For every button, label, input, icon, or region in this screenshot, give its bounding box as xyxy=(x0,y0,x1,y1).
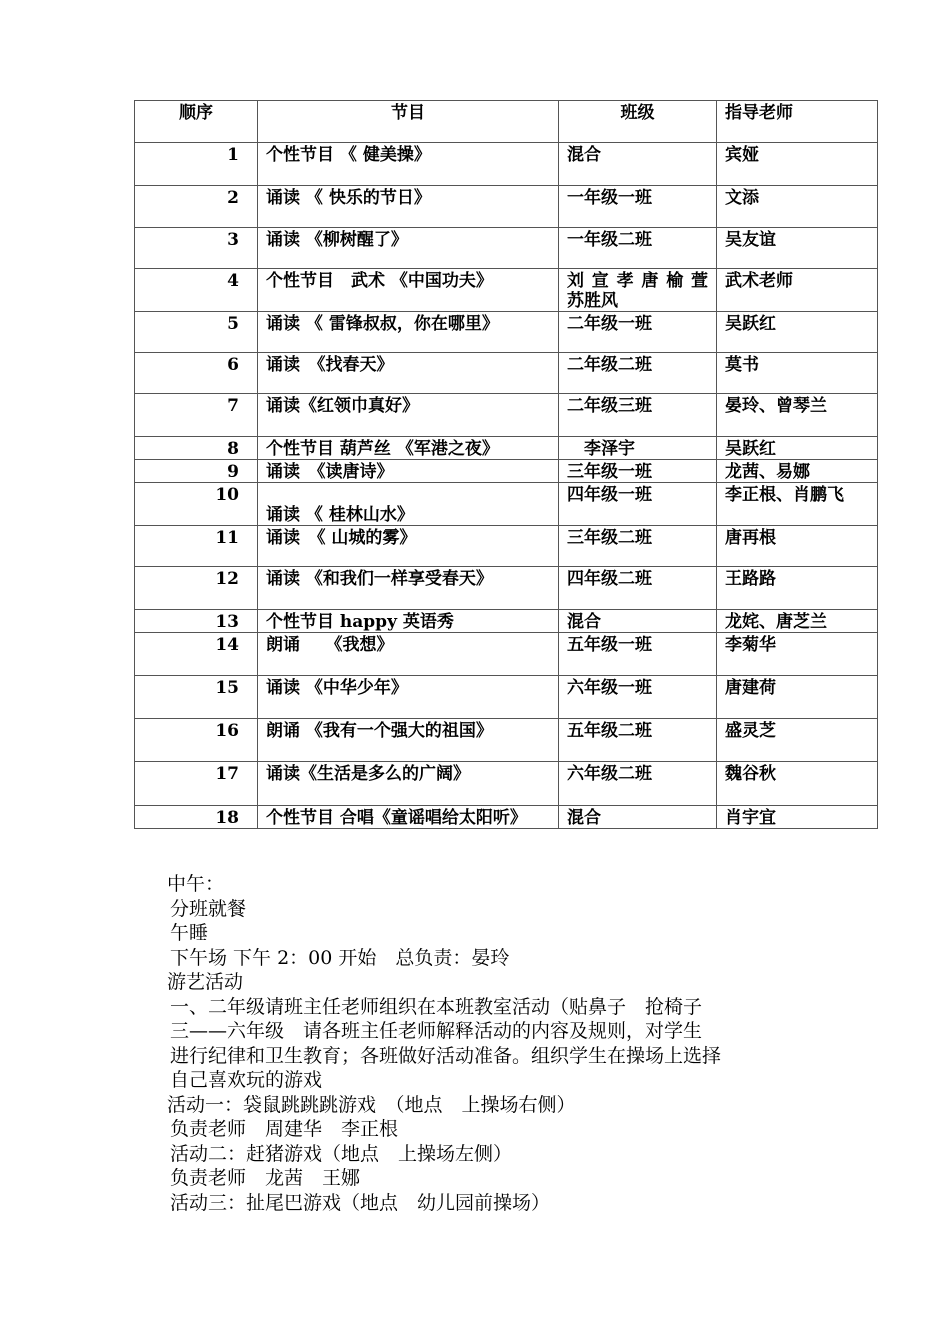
order-cell: 5 xyxy=(135,312,258,353)
note-line: 三——六年级 请各班主任老师解释活动的内容及规则，对学生 xyxy=(170,1020,703,1042)
teacher-cell: 李菊华 xyxy=(717,633,878,676)
order-cell: 15 xyxy=(135,676,258,719)
teacher-cell: 武术老师 xyxy=(717,269,878,312)
table-row xyxy=(135,633,878,676)
program-cell: 诵读 《柳树醒了》 xyxy=(258,228,559,269)
program-cell: 个性节目 葫芦丝 《军港之夜》 xyxy=(258,437,559,460)
class-cell: 二年级三班 xyxy=(559,394,717,437)
program-cell: 诵读 《找春天》 xyxy=(258,353,559,394)
note-line: 中午： xyxy=(167,873,225,895)
program-cell: 诵读 《 山城的雾》 xyxy=(258,526,559,567)
order-cell: 17 xyxy=(135,762,258,806)
note-line: 分班就餐 xyxy=(170,897,247,920)
program-cell: 诵读 《 雷锋叔叔，你在哪里》 xyxy=(258,312,559,353)
program-cell: 诵读 《 快乐的节日》 xyxy=(258,186,559,228)
order-cell: 4 xyxy=(135,269,258,312)
class-cell: 二年级一班 xyxy=(559,312,717,353)
program-cell: 诵读 《和我们一样享受春天》 xyxy=(258,567,559,610)
table-row xyxy=(135,186,878,228)
class-cell: 五年级二班 xyxy=(559,719,717,762)
table-row xyxy=(135,269,878,312)
order-cell: 16 xyxy=(135,719,258,762)
table-row xyxy=(135,526,878,567)
teacher-cell: 吴友谊 xyxy=(717,228,878,269)
afternoon-notes xyxy=(167,872,827,1215)
program-cell: 个性节目 合唱《童谣唱给太阳听》 xyxy=(258,806,559,829)
table-row xyxy=(135,676,878,719)
order-cell: 18 xyxy=(135,806,258,829)
note-line: 自己喜欢玩的游戏 xyxy=(170,1069,323,1091)
teacher-cell: 吴跃红 xyxy=(717,437,878,460)
program-cell: 个性节目 happy 英语秀 xyxy=(258,610,559,633)
header-teacher: 指导老师 xyxy=(717,101,878,143)
class-cell: 一年级一班 xyxy=(559,186,717,228)
program-cell: 诵读 《 桂林山水》 xyxy=(258,483,559,526)
note-line: 活动三：扯尾巴游戏（地点 幼儿园前操场） xyxy=(170,1191,551,1214)
class-cell: 六年级一班 xyxy=(559,676,717,719)
class-cell: 二年级二班 xyxy=(559,353,717,394)
note-line: 活动二：赶猪游戏（地点 上操场左侧） xyxy=(170,1142,513,1165)
class-cell: 李泽宇 xyxy=(559,437,717,460)
program-cell: 个性节目 武术 《中国功夫》 xyxy=(258,269,559,312)
teacher-cell: 李正根、肖鹏飞 xyxy=(717,483,878,526)
class-cell: 六年级二班 xyxy=(559,762,717,806)
header-class: 班级 xyxy=(559,101,717,143)
class-cell: 五年级一班 xyxy=(559,633,717,676)
note-line: 活动一：袋鼠跳跳跳游戏 （地点 上操场右侧） xyxy=(167,1093,576,1116)
teacher-cell: 宾娅 xyxy=(717,143,878,186)
header-program: 节目 xyxy=(258,101,559,143)
note-line: 一、二年级请班主任老师组织在本班教室活动（贴鼻子 抢椅子 xyxy=(170,995,703,1018)
class-cell: 混合 xyxy=(559,143,717,186)
teacher-cell: 文添 xyxy=(717,186,878,228)
note-line: 午睡 xyxy=(170,922,209,944)
table-row xyxy=(135,567,878,610)
order-cell: 2 xyxy=(135,186,258,228)
order-cell: 7 xyxy=(135,394,258,437)
note-line: 游艺活动 xyxy=(167,971,244,993)
class-cell: 一年级二班 xyxy=(559,228,717,269)
order-cell: 9 xyxy=(135,460,258,483)
teacher-cell: 唐再根 xyxy=(717,526,878,567)
table-row xyxy=(135,394,878,437)
program-table xyxy=(134,100,878,829)
header-order: 顺序 xyxy=(135,101,258,143)
table-row xyxy=(135,353,878,394)
teacher-cell: 莫书 xyxy=(717,353,878,394)
table-row xyxy=(135,312,878,353)
program-cell: 诵读《红领巾真好》 xyxy=(258,394,559,437)
table-row xyxy=(135,762,878,806)
note-line: 进行纪律和卫生教育；各班做好活动准备。组织学生在操场上选择 xyxy=(170,1044,722,1067)
table-row xyxy=(135,483,878,526)
program-cell: 诵读《生活是多么的广阔》 xyxy=(258,762,559,806)
order-cell: 6 xyxy=(135,353,258,394)
program-cell: 朗诵 《我有一个强大的祖国》 xyxy=(258,719,559,762)
order-cell: 10 xyxy=(135,483,258,526)
table-row xyxy=(135,719,878,762)
teacher-cell: 龙姹、唐芝兰 xyxy=(717,610,878,633)
program-cell: 朗诵 《我想》 xyxy=(258,633,559,676)
teacher-cell: 王路路 xyxy=(717,567,878,610)
table-header-row xyxy=(135,101,878,143)
teacher-cell: 唐建荷 xyxy=(717,676,878,719)
class-cell: 四年级一班 xyxy=(559,483,717,526)
class-cell: 刘 宣 孝 唐 榆 萱 苏胜风 xyxy=(559,269,717,312)
order-cell: 13 xyxy=(135,610,258,633)
note-line: 下午场 下午 2：00 开始 总负责：晏玲 xyxy=(170,946,510,969)
table-row xyxy=(135,437,878,460)
class-cell: 四年级二班 xyxy=(559,567,717,610)
teacher-cell: 龙茜、易娜 xyxy=(717,460,878,483)
table-row xyxy=(135,143,878,186)
teacher-cell: 吴跃红 xyxy=(717,312,878,353)
program-cell: 诵读 《中华少年》 xyxy=(258,676,559,719)
teacher-cell: 盛灵芝 xyxy=(717,719,878,762)
order-cell: 1 xyxy=(135,143,258,186)
class-cell: 三年级一班 xyxy=(559,460,717,483)
order-cell: 12 xyxy=(135,567,258,610)
class-cell: 混合 xyxy=(559,610,717,633)
teacher-cell: 晏玲、曾琴兰 xyxy=(717,394,878,437)
teacher-cell: 魏谷秋 xyxy=(717,762,878,806)
program-cell: 诵读 《读唐诗》 xyxy=(258,460,559,483)
teacher-cell: 肖宇宜 xyxy=(717,806,878,829)
table-row xyxy=(135,610,878,633)
table-row xyxy=(135,460,878,483)
program-cell: 个性节目 《 健美操》 xyxy=(258,143,559,186)
class-cell: 三年级二班 xyxy=(559,526,717,567)
class-cell: 混合 xyxy=(559,806,717,829)
order-cell: 11 xyxy=(135,526,258,567)
order-cell: 3 xyxy=(135,228,258,269)
order-cell: 14 xyxy=(135,633,258,676)
note-line: 负责老师 周建华 李正根 xyxy=(170,1118,399,1140)
table-row xyxy=(135,228,878,269)
table-body xyxy=(135,143,878,829)
order-cell: 8 xyxy=(135,437,258,460)
note-line: 负责老师 龙茜 王娜 xyxy=(170,1167,361,1189)
table-row xyxy=(135,806,878,829)
